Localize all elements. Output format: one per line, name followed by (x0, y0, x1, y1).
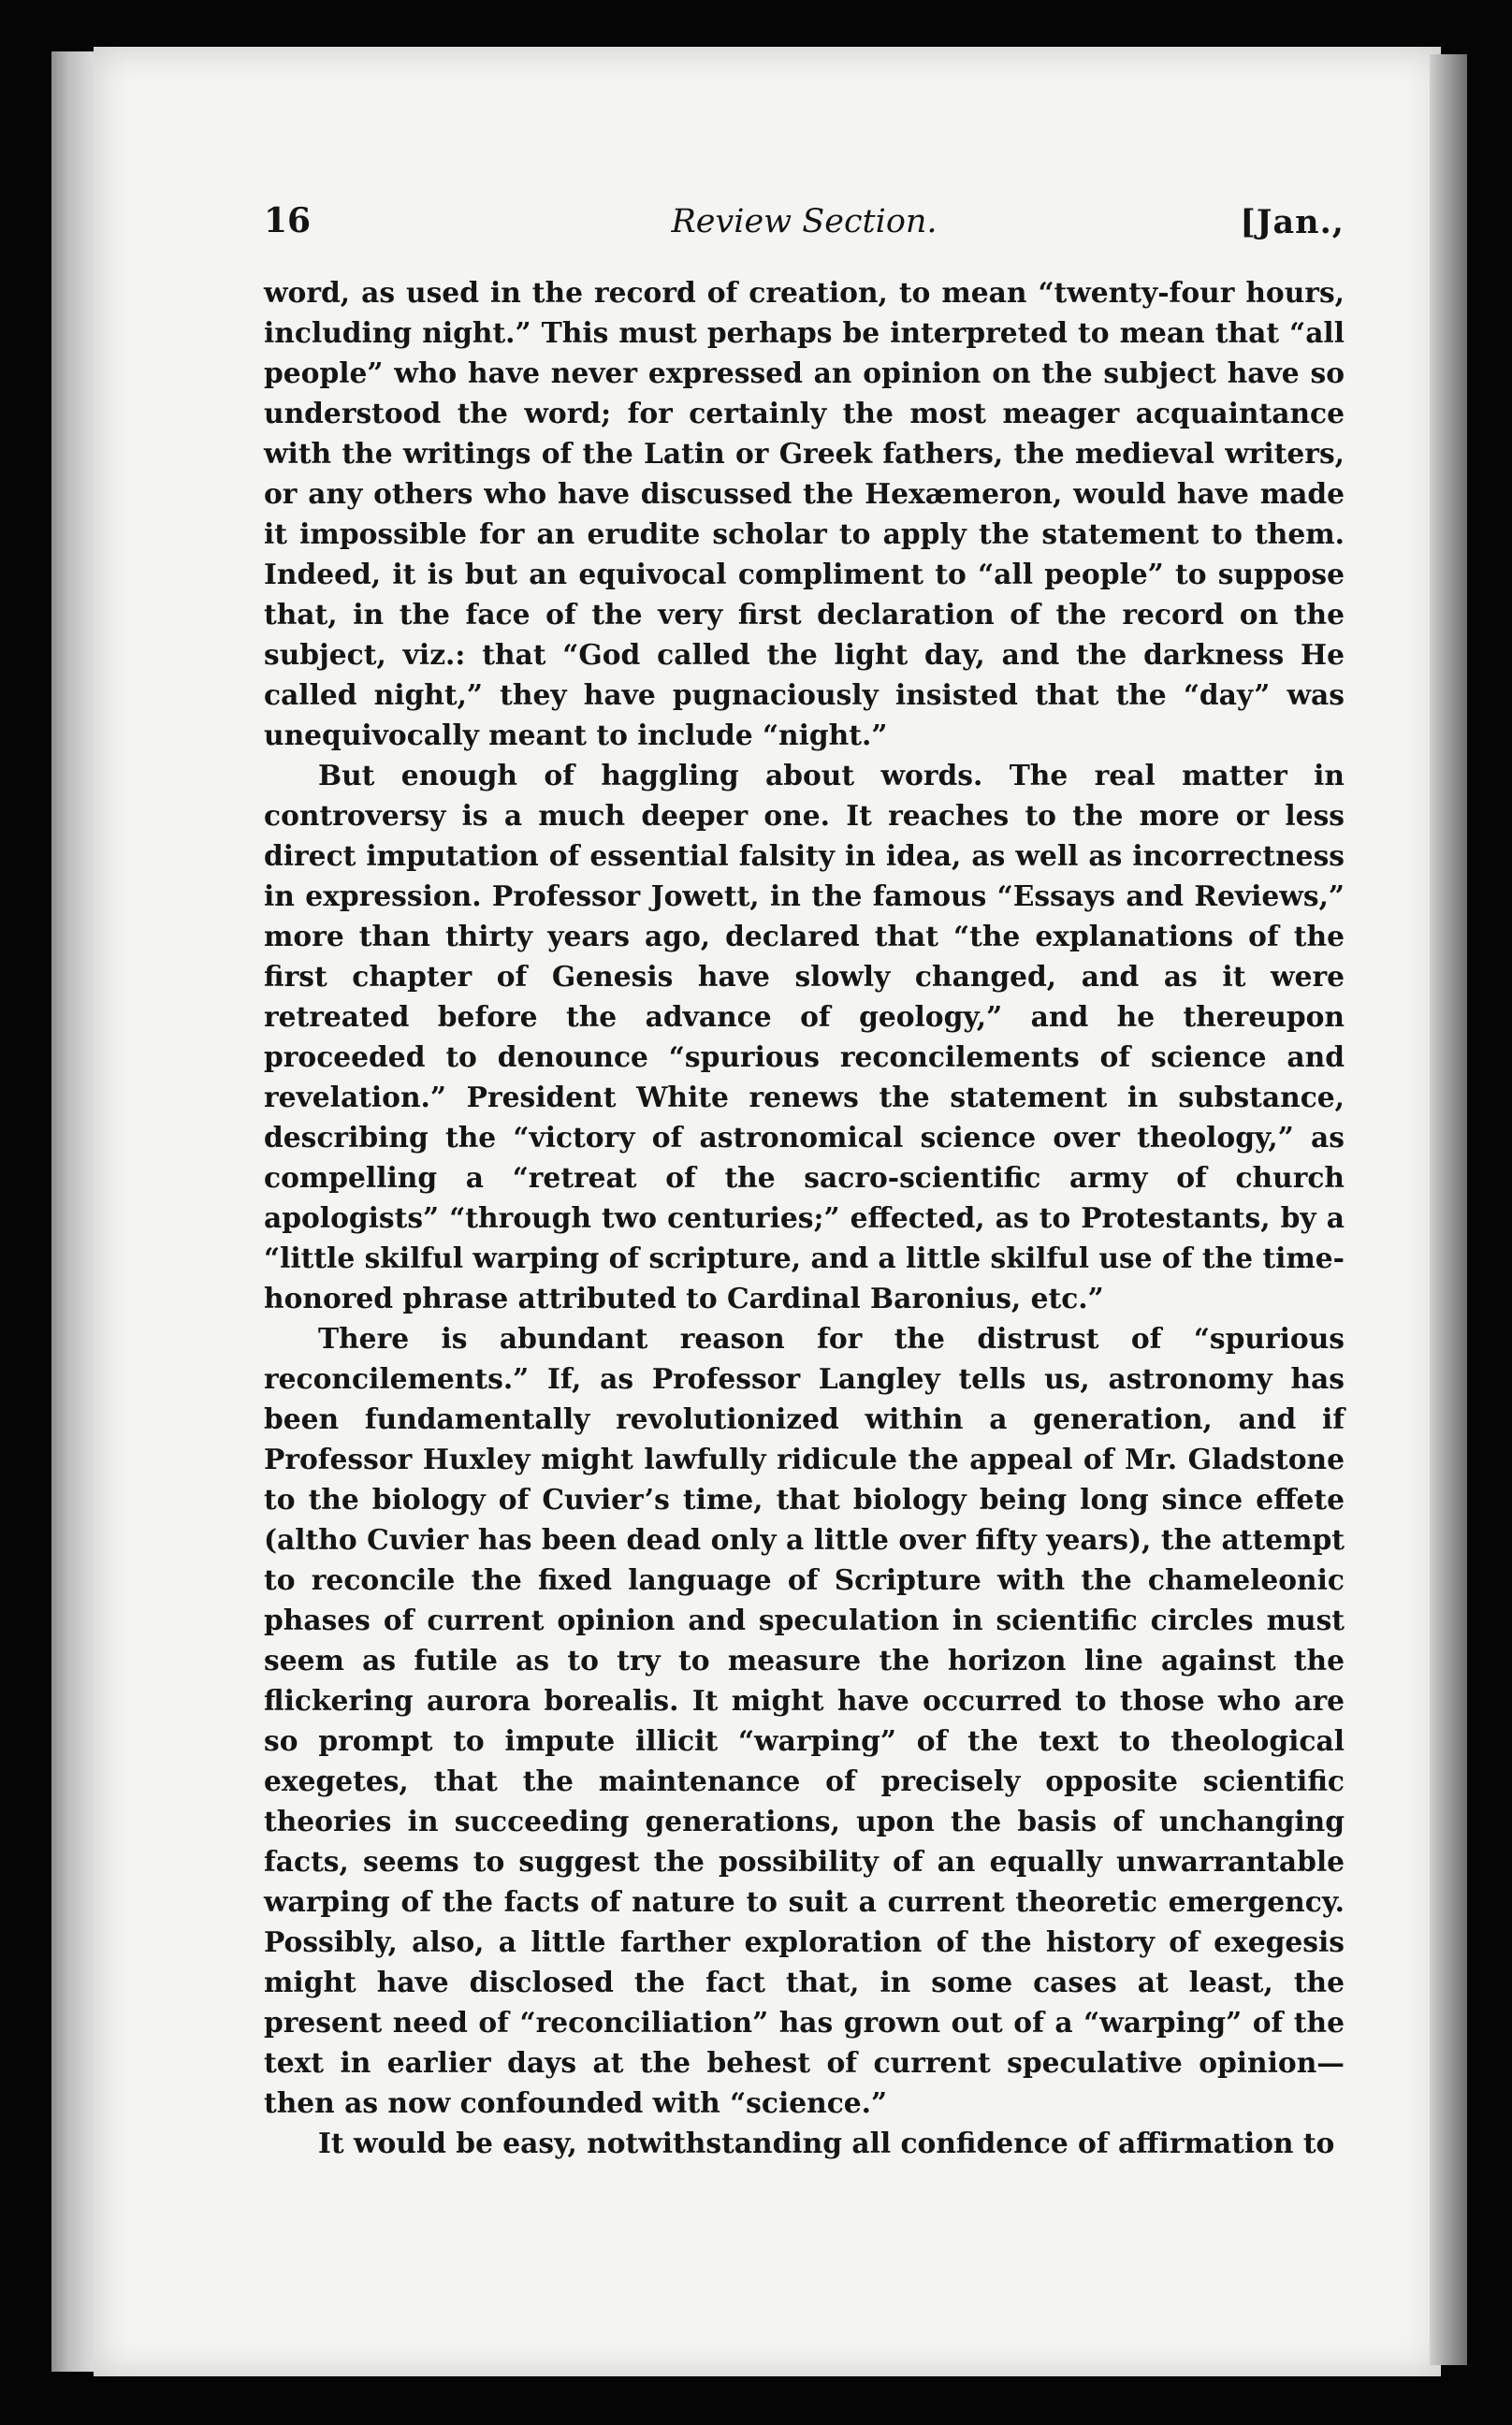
running-header (264, 201, 1345, 257)
running-title: Review Section. (671, 203, 938, 240)
header-date: [Jan., (1240, 203, 1345, 241)
paragraph-1: word, as used in the record of creation, to mean “twenty-four hours, including night.” This must perhaps be interpreted to mean that “all people” who have never expressed an opinion on the subject have so understood the word; for certainly the most meager acquaintance with the writings of the Latin or Greek fathers, the medieval writers, or any others who have discussed the Hexæmeron, would have made it impossible for an erudite scholar to apply the statement to them. Indeed, it is but an equivocal compliment to “all people” to suppose that, in the face of the very first declaration of the record on the subject, viz.: that “God called the light day, and the darkness He called night,” they have pugnaciously insisted that the “day” was unequivocally meant to include “night.” (264, 277, 1345, 752)
paragraph-3: There is abundant reason for the distrust of “spurious reconcilements.” If, as Professor Langley tells us, astronomy has been fundamentally revolutionized within a generation, and if Professor Huxley might lawfully ridicule the appeal of Mr. Gladstone to the biology of Cuvier’s time, that biology being long since effete (altho Cuvier has been dead only a little over fifty years), the attempt to reconcile the fixed language of Scripture with the chameleonic phases of current opinion and speculation in scientific circles must seem as futile as to try to measure the horizon line against the flickering aurora borealis. It might have occurred to those who are so prompt to impute illicit “warping” of the text to theological exegetes, that the maintenance of precisely opposite scientific theories in succeeding generations, upon the basis of unchanging facts, seems to suggest the possibility of an equally unwarrantable warping of the facts of nature to suit a current theoretic emergency. Possibly, also, a little farther exploration of the history of exegesis might have disclosed the fact that, in some cases at least, the present need of “reconciliation” has grown out of a “warping” of the text in earlier days at the behest of current speculative opinion—then as now confounded with “science.” (264, 1323, 1345, 2120)
page-edge (1430, 54, 1467, 2365)
body-text (264, 273, 1345, 2164)
paragraph-4: It would be easy, notwithstanding all confidence of affirmation to (318, 2127, 1335, 2160)
paragraph-2: But enough of haggling about words. The real matter in controversy is a much deeper one. It reaches to the more or less direct imputation of essential falsity in idea, as well as incorrectness in expression. Professor Jowett, in the famous “Essays and Reviews,” more than thirty years ago, declared that “the explanations of the first chapter of Genesis have slowly changed, and as it were retreated before the advance of geology,” and he thereupon proceeded to denounce “spurious reconcilements of science and revelation.” President White renews the statement in substance, describing the “victory of astronomical science over theology,” as compelling a “retreat of the sacro-scientific army of church apologists” “through two centuries;” effected, as to Protestants, by a “little skilful warping of scripture, and a little skilful use of the time-honored phrase attributed to Cardinal Baronius, etc.” (264, 760, 1345, 1315)
page-number: 16 (264, 201, 312, 240)
